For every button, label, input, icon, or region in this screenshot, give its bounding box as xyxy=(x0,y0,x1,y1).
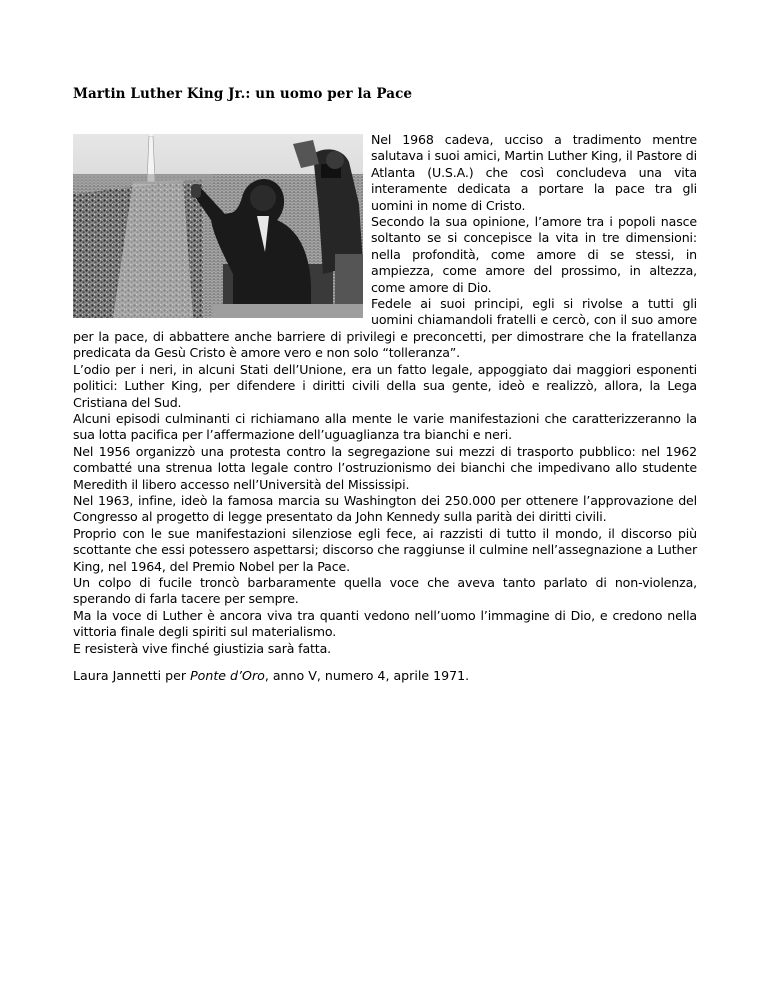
paragraph: L’odio per i neri, in alcuni Stati dell’Unione, era un fatto legale, appoggiato dai maggiori esponenti politici: Luther King, per difendere i diritti civili della sua gente, ideò e realizzò, allora, la Lega Cristiana del Sud. xyxy=(73,361,697,410)
document-title: Martin Luther King Jr.: un uomo per la Pace xyxy=(73,86,413,102)
credit-publication: Ponte d’Oro xyxy=(190,668,265,683)
paragraph: Nel 1956 organizzò una protesta contro la segregazione sui mezzi di trasporto pubblico: nel 1962 combatté una strenua lotta legale contro l’ostruzionismo dei bianchi che impedivano allo studente Meredith il libero accesso nell’Università del Mississipi. xyxy=(73,443,697,492)
credit-issue: , anno V, numero 4, aprile 1971. xyxy=(264,668,470,683)
paragraph: Alcuni episodi culminanti ci richiamano alla mente le varie manifestazioni che caratterizzeranno la sua lotta pacifica per l’affermazione dell’uguaglianza tra bianchi e neri. xyxy=(73,410,697,443)
paragraph: Ma la voce di Luther è ancora viva tra quanti vedono nell’uomo l’immagine di Dio, e credono nella vittoria finale degli spiriti sul materialismo. xyxy=(73,607,697,640)
paragraph: E resisterà vive finché giustizia sarà fatta. xyxy=(73,640,332,656)
paragraph: Nel 1963, infine, ideò la famosa marcia su Washington dei 250.000 per ottenere l’approvazione del Congresso al progetto di legge presentato da John Kennedy sulla parità dei diritti civili. xyxy=(73,492,697,525)
article-body xyxy=(73,132,697,657)
paragraph: Secondo la sua opinione, l’amore tra i popoli nasce soltanto se si concepisce la vita in tre dimensioni: nella profondità, come amore di se stessi, in ampiezza, come amore del prossimo, in altezza, come amore di Dio. xyxy=(371,214,697,295)
source-credit xyxy=(73,668,469,683)
paragraph: Nel 1968 cadeva, ucciso a tradimento mentre salutava i suoi amici, Martin Luther King, il Pastore di Atlanta (U.S.A.) che così concludeva una vita interamente dedicata a portare la pace tra gli uomini in nome di Cristo. xyxy=(371,132,697,213)
mlk-washington-photo xyxy=(73,134,363,318)
paragraph: Un colpo di fucile troncò barbaramente quella voce che aveva tanto parlato di non-violenza, sperando di farla tacere per sempre. xyxy=(73,574,697,607)
credit-author: Laura Jannetti per xyxy=(73,668,191,683)
paragraph: Fedele ai suoi principi, egli si rivolse a tutti gli uomini chiamandoli fratelli e cercò, con il suo amore per la pace, di abbattere anche barriere di privilegi e preconcetti, per dimostrare che la fratellanza predicata da Gesù Cristo è amore vero e non solo “tolleranza”. xyxy=(73,296,697,361)
paragraph: Proprio con le sue manifestazioni silenziose egli fece, ai razzisti di tutto il mondo, il discorso più scottante che essi potessero aspettarsi; discorso che raggiunse il culmine nell’assegnazione a Luther King, nel 1964, del Premio Nobel per la Pace. xyxy=(73,525,697,574)
